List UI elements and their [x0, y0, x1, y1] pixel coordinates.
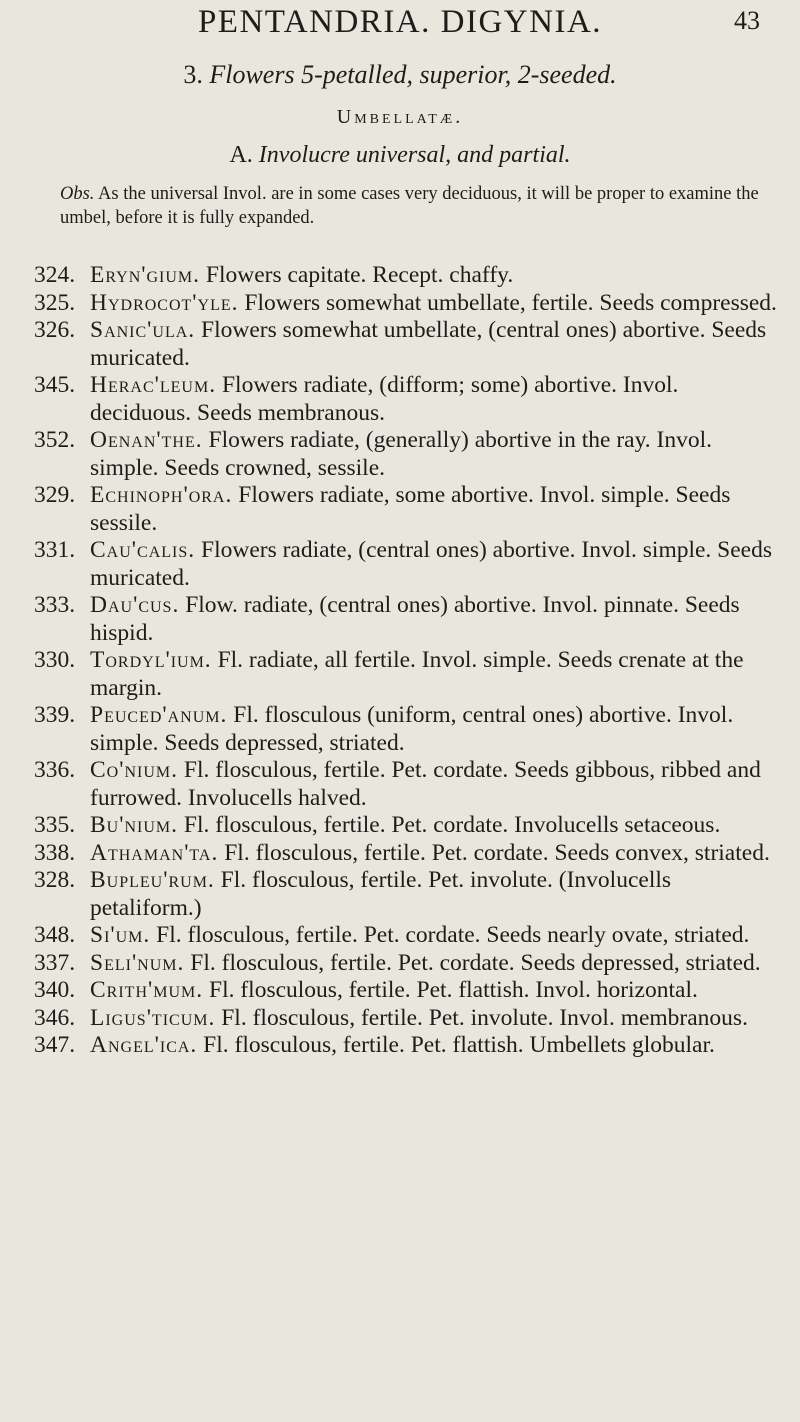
genus-name: Hydrocot'yle.: [90, 289, 239, 316]
genus-name: Bu'nium.: [90, 812, 179, 838]
entry-number: 330.: [34, 647, 76, 673]
running-head: PENTANDRIA. DIGYNIA.: [197, 4, 603, 40]
genus-description: Flow. radiate, (central ones) abortive. Invol. pinnate. Seeds hispid.: [90, 592, 740, 646]
genus-description: Flowers radiate, (difform; some) abortive. Invol. deciduous. Seeds membranous.: [90, 372, 679, 426]
entry-text: [90, 812, 780, 840]
observation-text: As the universal Invol. are in some cases very deciduous, it will be proper to examine the umbel, before it is fully expanded.: [60, 184, 759, 228]
page-number: 43: [734, 6, 760, 35]
genus-name: Eryn'gium.: [90, 262, 201, 288]
entry-text: [90, 537, 780, 592]
entry-text: [90, 482, 780, 537]
entry-number: 347.: [34, 1032, 76, 1058]
entry-number: 352.: [34, 427, 76, 453]
entry-number: 348.: [34, 922, 76, 948]
genus-name: Cau'calis.: [90, 537, 196, 563]
entry-number: 336.: [34, 757, 76, 783]
list-item: [0, 592, 800, 647]
list-item: [0, 702, 800, 757]
genus-name: Tordyl'ium.: [90, 647, 212, 673]
genus-name: Sanic'ula.: [90, 317, 196, 343]
list-item: [0, 840, 800, 868]
entry-text: [90, 840, 780, 868]
entry-number: 346.: [34, 1004, 76, 1031]
genus-description: Fl. flosculous (uniform, central ones) abortive. Invol. simple. Seeds depressed, striated.: [90, 702, 734, 756]
entry-number: 340.: [34, 977, 76, 1003]
list-item: [0, 290, 800, 318]
genus-description: Fl. flosculous, fertile. Pet. flattish. Invol. horizontal.: [209, 977, 698, 1003]
genus-description: Fl. flosculous, fertile. Pet. cordate. Seeds nearly ovate, striated.: [156, 922, 750, 948]
entry-text: [90, 757, 780, 812]
entry-text: [90, 290, 780, 318]
list-item: [0, 977, 800, 1005]
genus-description: Fl. flosculous, fertile. Pet. involute. (Involucells petaliform.): [90, 867, 672, 921]
entry-number: 325.: [34, 289, 76, 316]
list-item: [0, 922, 800, 950]
genus-name: Si'um.: [90, 922, 151, 948]
entry-text: [90, 372, 780, 427]
entry-text: [90, 647, 780, 702]
entry-number: 324.: [34, 262, 76, 288]
genus-description: Fl. flosculous, fertile. Pet. cordate. Seeds depressed, striated.: [190, 949, 761, 976]
entry-text: [90, 950, 780, 978]
list-item: [0, 317, 800, 372]
genus-description: Flowers somewhat umbellate, fertile. Seeds compressed.: [244, 289, 777, 316]
entry-text: [90, 427, 780, 482]
entry-number: 331.: [34, 537, 76, 563]
genus-name: Echinoph'ora.: [90, 482, 233, 508]
list-item: [0, 867, 800, 922]
genus-description: Fl. flosculous, fertile. Pet. cordate. Seeds gibbous, ribbed and furrowed. Involucells halved.: [90, 757, 761, 811]
list-item: [0, 757, 800, 812]
observation-label: Obs.: [60, 184, 95, 204]
genus-name: Athaman'ta.: [90, 839, 219, 866]
entry-number: 329.: [34, 482, 76, 508]
observation-note: [60, 182, 760, 230]
entry-text: [90, 922, 780, 950]
entry-number: 328.: [34, 867, 76, 893]
subsection-letter: A.: [229, 142, 253, 168]
entry-text: [90, 702, 780, 757]
list-item: [0, 1005, 800, 1033]
entry-text: [90, 592, 780, 647]
entry-text: [90, 867, 780, 922]
genus-description: Fl. flosculous, fertile. Pet. cordate. Seeds convex, striated.: [224, 839, 770, 866]
list-item: [0, 482, 800, 537]
genus-name: Crith'mum.: [90, 977, 204, 1003]
genus-name: Seli'num.: [90, 949, 185, 976]
genus-description: Flowers radiate, (central ones) abortive. Invol. simple. Seeds muricated.: [90, 537, 773, 591]
genus-description: Fl. radiate, all fertile. Invol. simple. Seeds crenate at the margin.: [90, 647, 744, 701]
list-item: [0, 262, 800, 290]
list-item: [0, 372, 800, 427]
genus-name: Dau'cus.: [90, 592, 180, 618]
entry-text: [90, 317, 780, 372]
entry-number: 326.: [34, 317, 76, 343]
genus-description: Fl. flosculous, fertile. Pet. cordate. Involucells setaceous.: [183, 812, 721, 838]
genus-description: Flowers capitate. Recept. chaffy.: [205, 262, 514, 288]
section-title: Flowers 5-petalled, superior, 2-seeded.: [209, 60, 617, 89]
entry-text: [90, 977, 780, 1005]
section-heading: [0, 60, 800, 90]
entry-number: 333.: [34, 592, 76, 618]
list-item: [0, 537, 800, 592]
entry-number: 338.: [34, 839, 76, 866]
genus-name: Herac'leum.: [90, 372, 217, 398]
list-item: [0, 647, 800, 702]
list-item: [0, 950, 800, 978]
entry-text: [90, 1005, 780, 1033]
genus-description: Flowers somewhat umbellate, (central ones) abortive. Seeds muricated.: [90, 317, 767, 371]
genus-description: Flowers radiate, (generally) abortive in the ray. Invol. simple. Seeds crowned, sessile.: [90, 427, 713, 481]
entry-text: [90, 262, 780, 290]
entry-number: 337.: [34, 949, 76, 976]
genus-description: Fl. flosculous, fertile. Pet. flattish. Umbellets globular.: [203, 1032, 715, 1058]
entry-number: 345.: [34, 372, 76, 398]
section-number: 3.: [183, 60, 203, 89]
entry-text: [90, 1032, 780, 1060]
order-heading: Umbellatæ.: [336, 106, 464, 128]
genus-name: Ligus'ticum.: [90, 1004, 216, 1031]
genus-description: Fl. flosculous, fertile. Pet. involute. Invol. membranous.: [221, 1004, 748, 1031]
genus-name: Co'nium.: [90, 757, 179, 783]
genus-description: Flowers radiate, some abortive. Invol. simple. Seeds sessile.: [90, 482, 731, 536]
genus-list: [0, 262, 800, 1060]
list-item: [0, 812, 800, 840]
entry-number: 335.: [34, 812, 76, 838]
list-item: [0, 1032, 800, 1060]
subsection-title: Involucre universal, and partial.: [258, 142, 571, 168]
genus-name: Bupleu'rum.: [90, 867, 215, 893]
genus-name: Peuced'anum.: [90, 702, 228, 728]
subsection-heading: [0, 142, 800, 169]
entry-number: 339.: [34, 702, 76, 728]
genus-name: Oenan'the.: [90, 427, 203, 453]
genus-name: Angel'ica.: [90, 1032, 198, 1058]
list-item: [0, 427, 800, 482]
